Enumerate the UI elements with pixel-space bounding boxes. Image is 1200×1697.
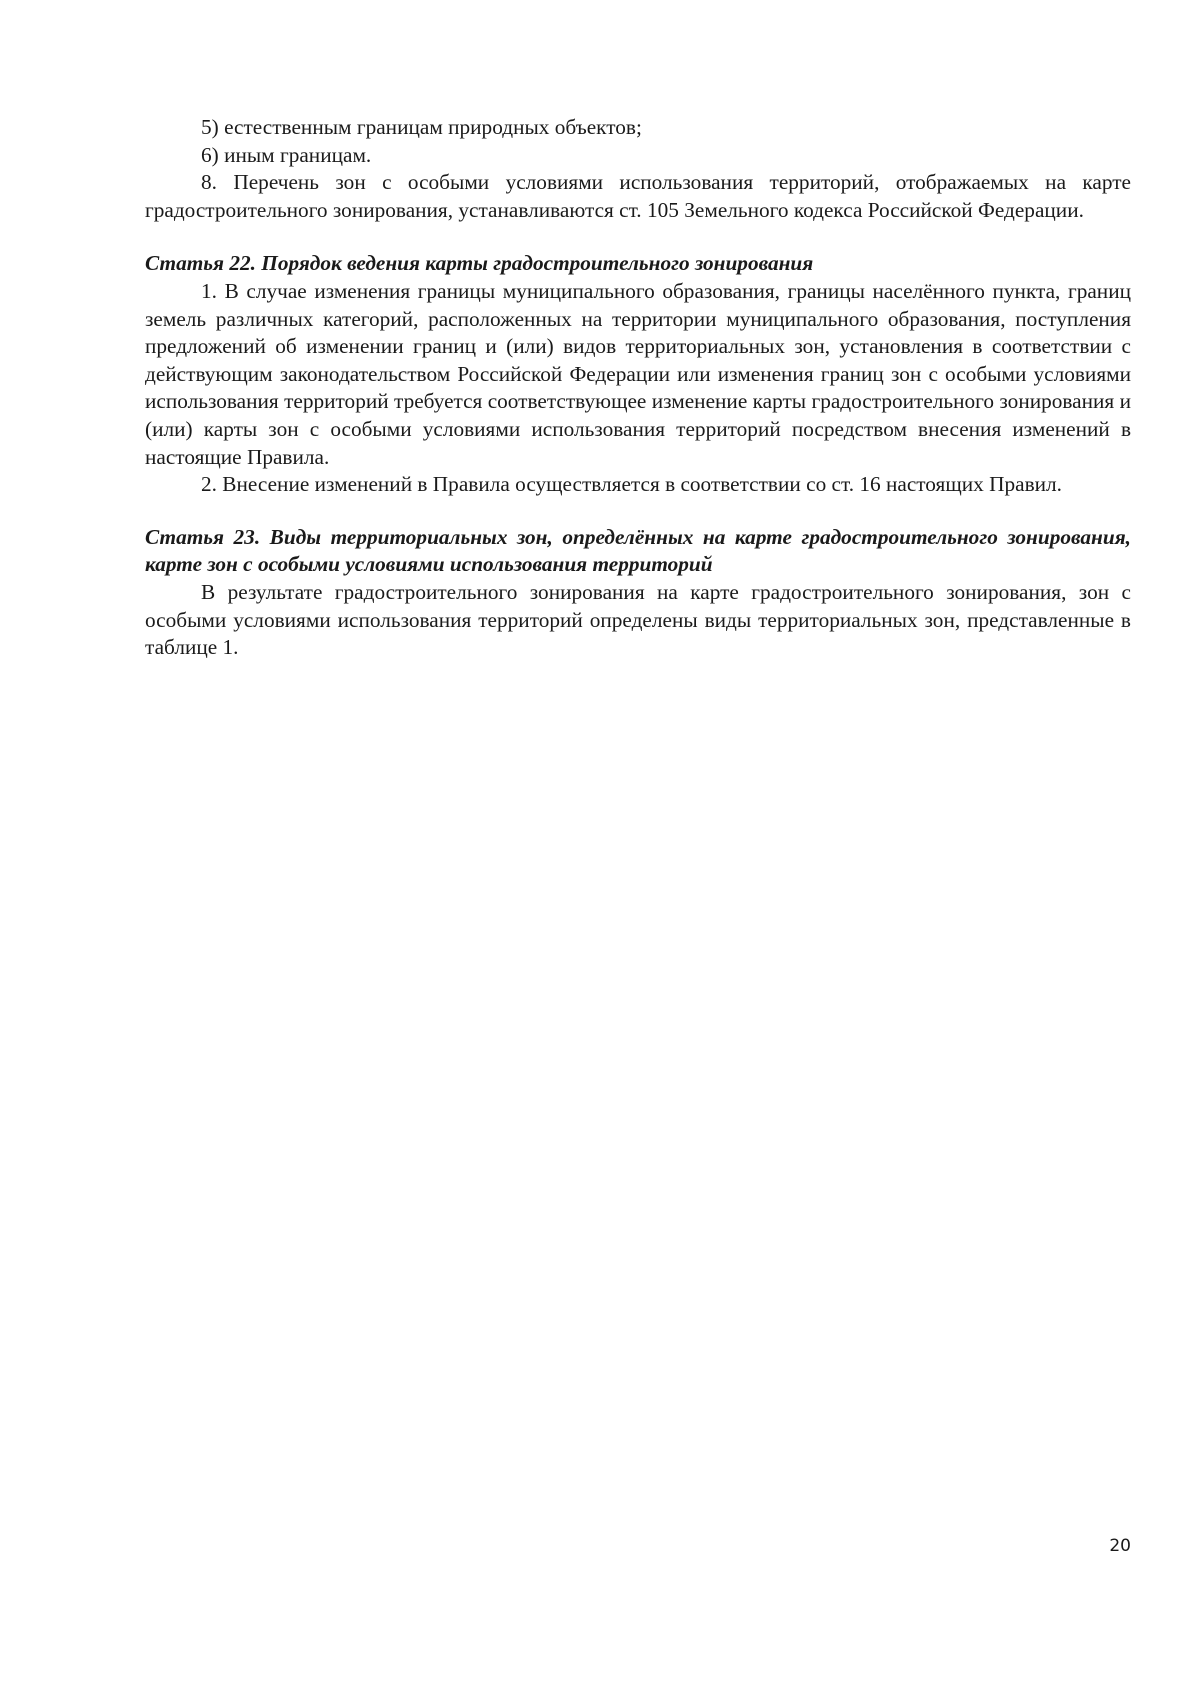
- paragraph-zones-list: 8. Перечень зон с особыми условиями использования территорий, отображаемых на карте градостроительного зонирования, устанавливаются ст. 105 Земельного кодекса Российской Федерации.: [145, 170, 1131, 222]
- article-22-paragraph-2: 2. Внесение изменений в Правила осуществляется в соответствии со ст. 16 настоящих Правил.: [201, 472, 1062, 497]
- article-22-paragraph-1: 1. В случае изменения границы муниципального образования, границы населённого пункта, границ земель различных категорий, расположенных на территории муниципального образования, поступления предложений об изменении границ и (или) видов территориальных зон, установления в соответствии с действующим законодательством Российской Федерации или изменения границ зон с особыми условиями использования территорий требуется соответствующее изменение карты градостроительного зонирования и (или) карты зон с особыми условиями использования территорий посредством внесения изменений в настоящие Правила.: [145, 278, 1131, 469]
- page-body: [145, 114, 1131, 662]
- list-item-other-borders: 6) иным границам.: [201, 142, 372, 167]
- article-22-heading: Статья 22. Порядок ведения карты градостроительного зонирования: [145, 251, 814, 276]
- page-number: 20: [1109, 1536, 1131, 1556]
- article-23-heading: Статья 23. Виды территориальных зон, определённых на карте градостроительного зонирования, карте зон с особыми условиями использования территорий: [145, 524, 1131, 577]
- article-23-paragraph: В результате градостроительного зонирования на карте градостроительного зонирования, зон с особыми условиями использования территорий определены виды территориальных зон, представленные в таблице 1.: [145, 579, 1131, 660]
- list-item-natural-borders: 5) естественным границам природных объектов;: [201, 115, 642, 139]
